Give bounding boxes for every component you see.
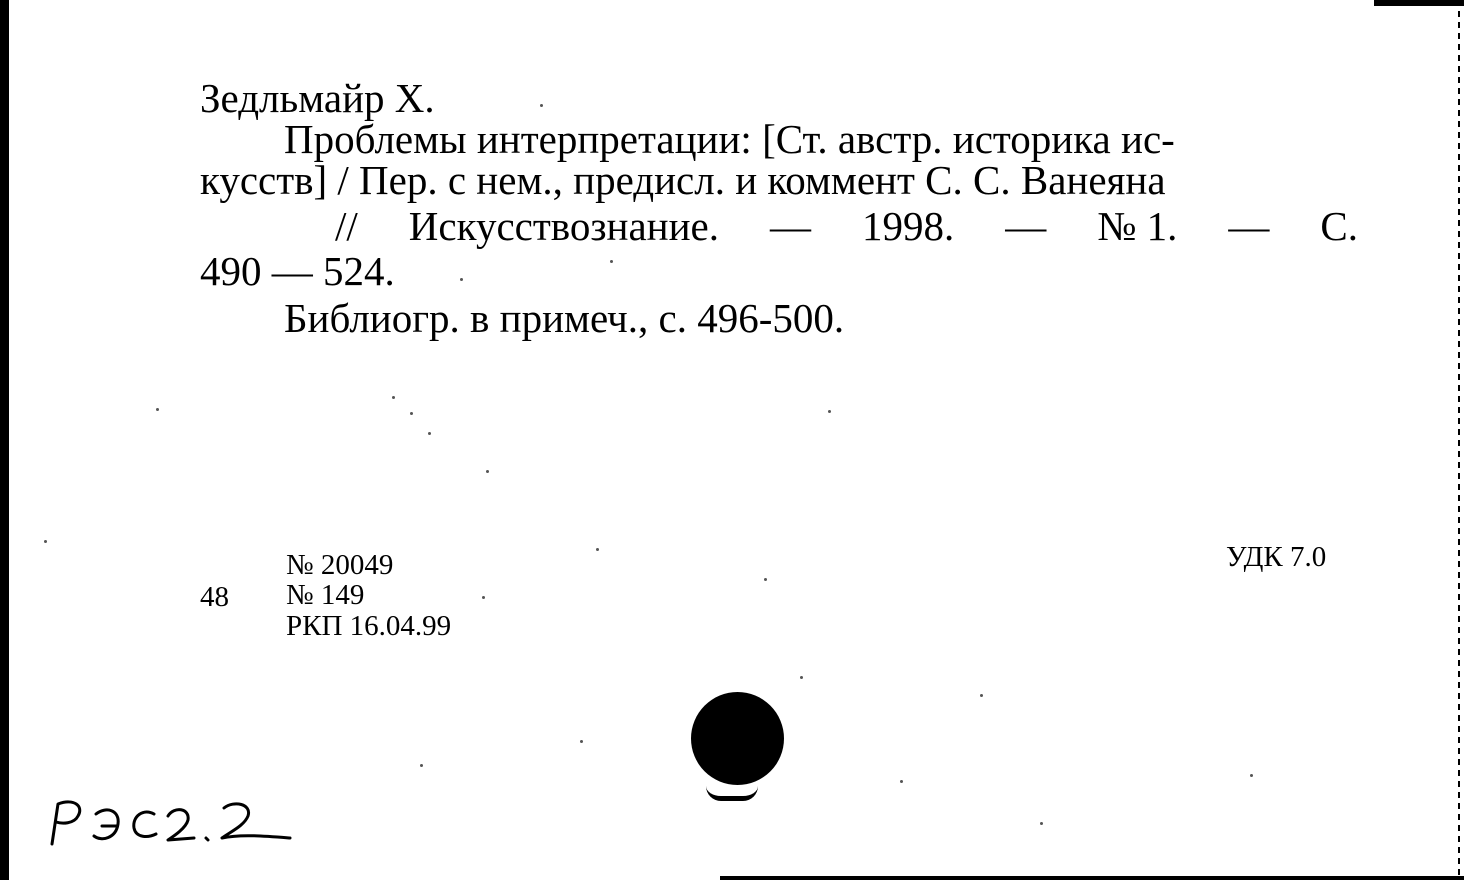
source-part: — — [770, 203, 811, 249]
card-top-right-edge — [1374, 0, 1464, 6]
card-number: 48 — [200, 581, 229, 613]
title-line-2: кусств] / Пер. с нем., предисл. и коммент С. С. Ванеяна — [200, 157, 1166, 203]
rkp-date: РКП 16.04.99 — [286, 610, 452, 642]
author-heading: Зедльмайр Х. — [200, 75, 435, 121]
bibliography-note: Библиогр. в примеч., с. 496-500. — [284, 295, 845, 341]
handwritten-shelf-mark — [44, 792, 314, 852]
card-left-edge — [0, 0, 9, 880]
source-part: 1998. — [862, 203, 955, 249]
source-part: № 1. — [1097, 203, 1178, 249]
title-line-1: Проблемы интерпретации: [Ст. австр. историка ис- — [284, 116, 1175, 162]
punch-hole — [691, 692, 784, 785]
udk-code: УДК 7.0 — [1226, 541, 1327, 573]
card-bottom-edge — [720, 876, 1464, 880]
punch-hole-shadow — [706, 786, 758, 801]
source-part: Искусствознание. — [408, 203, 719, 249]
accession-number-1: № 20049 — [286, 549, 394, 581]
accession-number-2: № 149 — [286, 579, 365, 611]
source-part: // — [335, 203, 358, 249]
source-part: — — [1228, 203, 1270, 249]
card-right-edge — [1458, 0, 1460, 880]
source-part: — — [1005, 203, 1047, 249]
source-part: С. — [1320, 203, 1358, 249]
pages-line: 490 — 524. — [200, 248, 395, 294]
source-line — [200, 204, 1358, 248]
